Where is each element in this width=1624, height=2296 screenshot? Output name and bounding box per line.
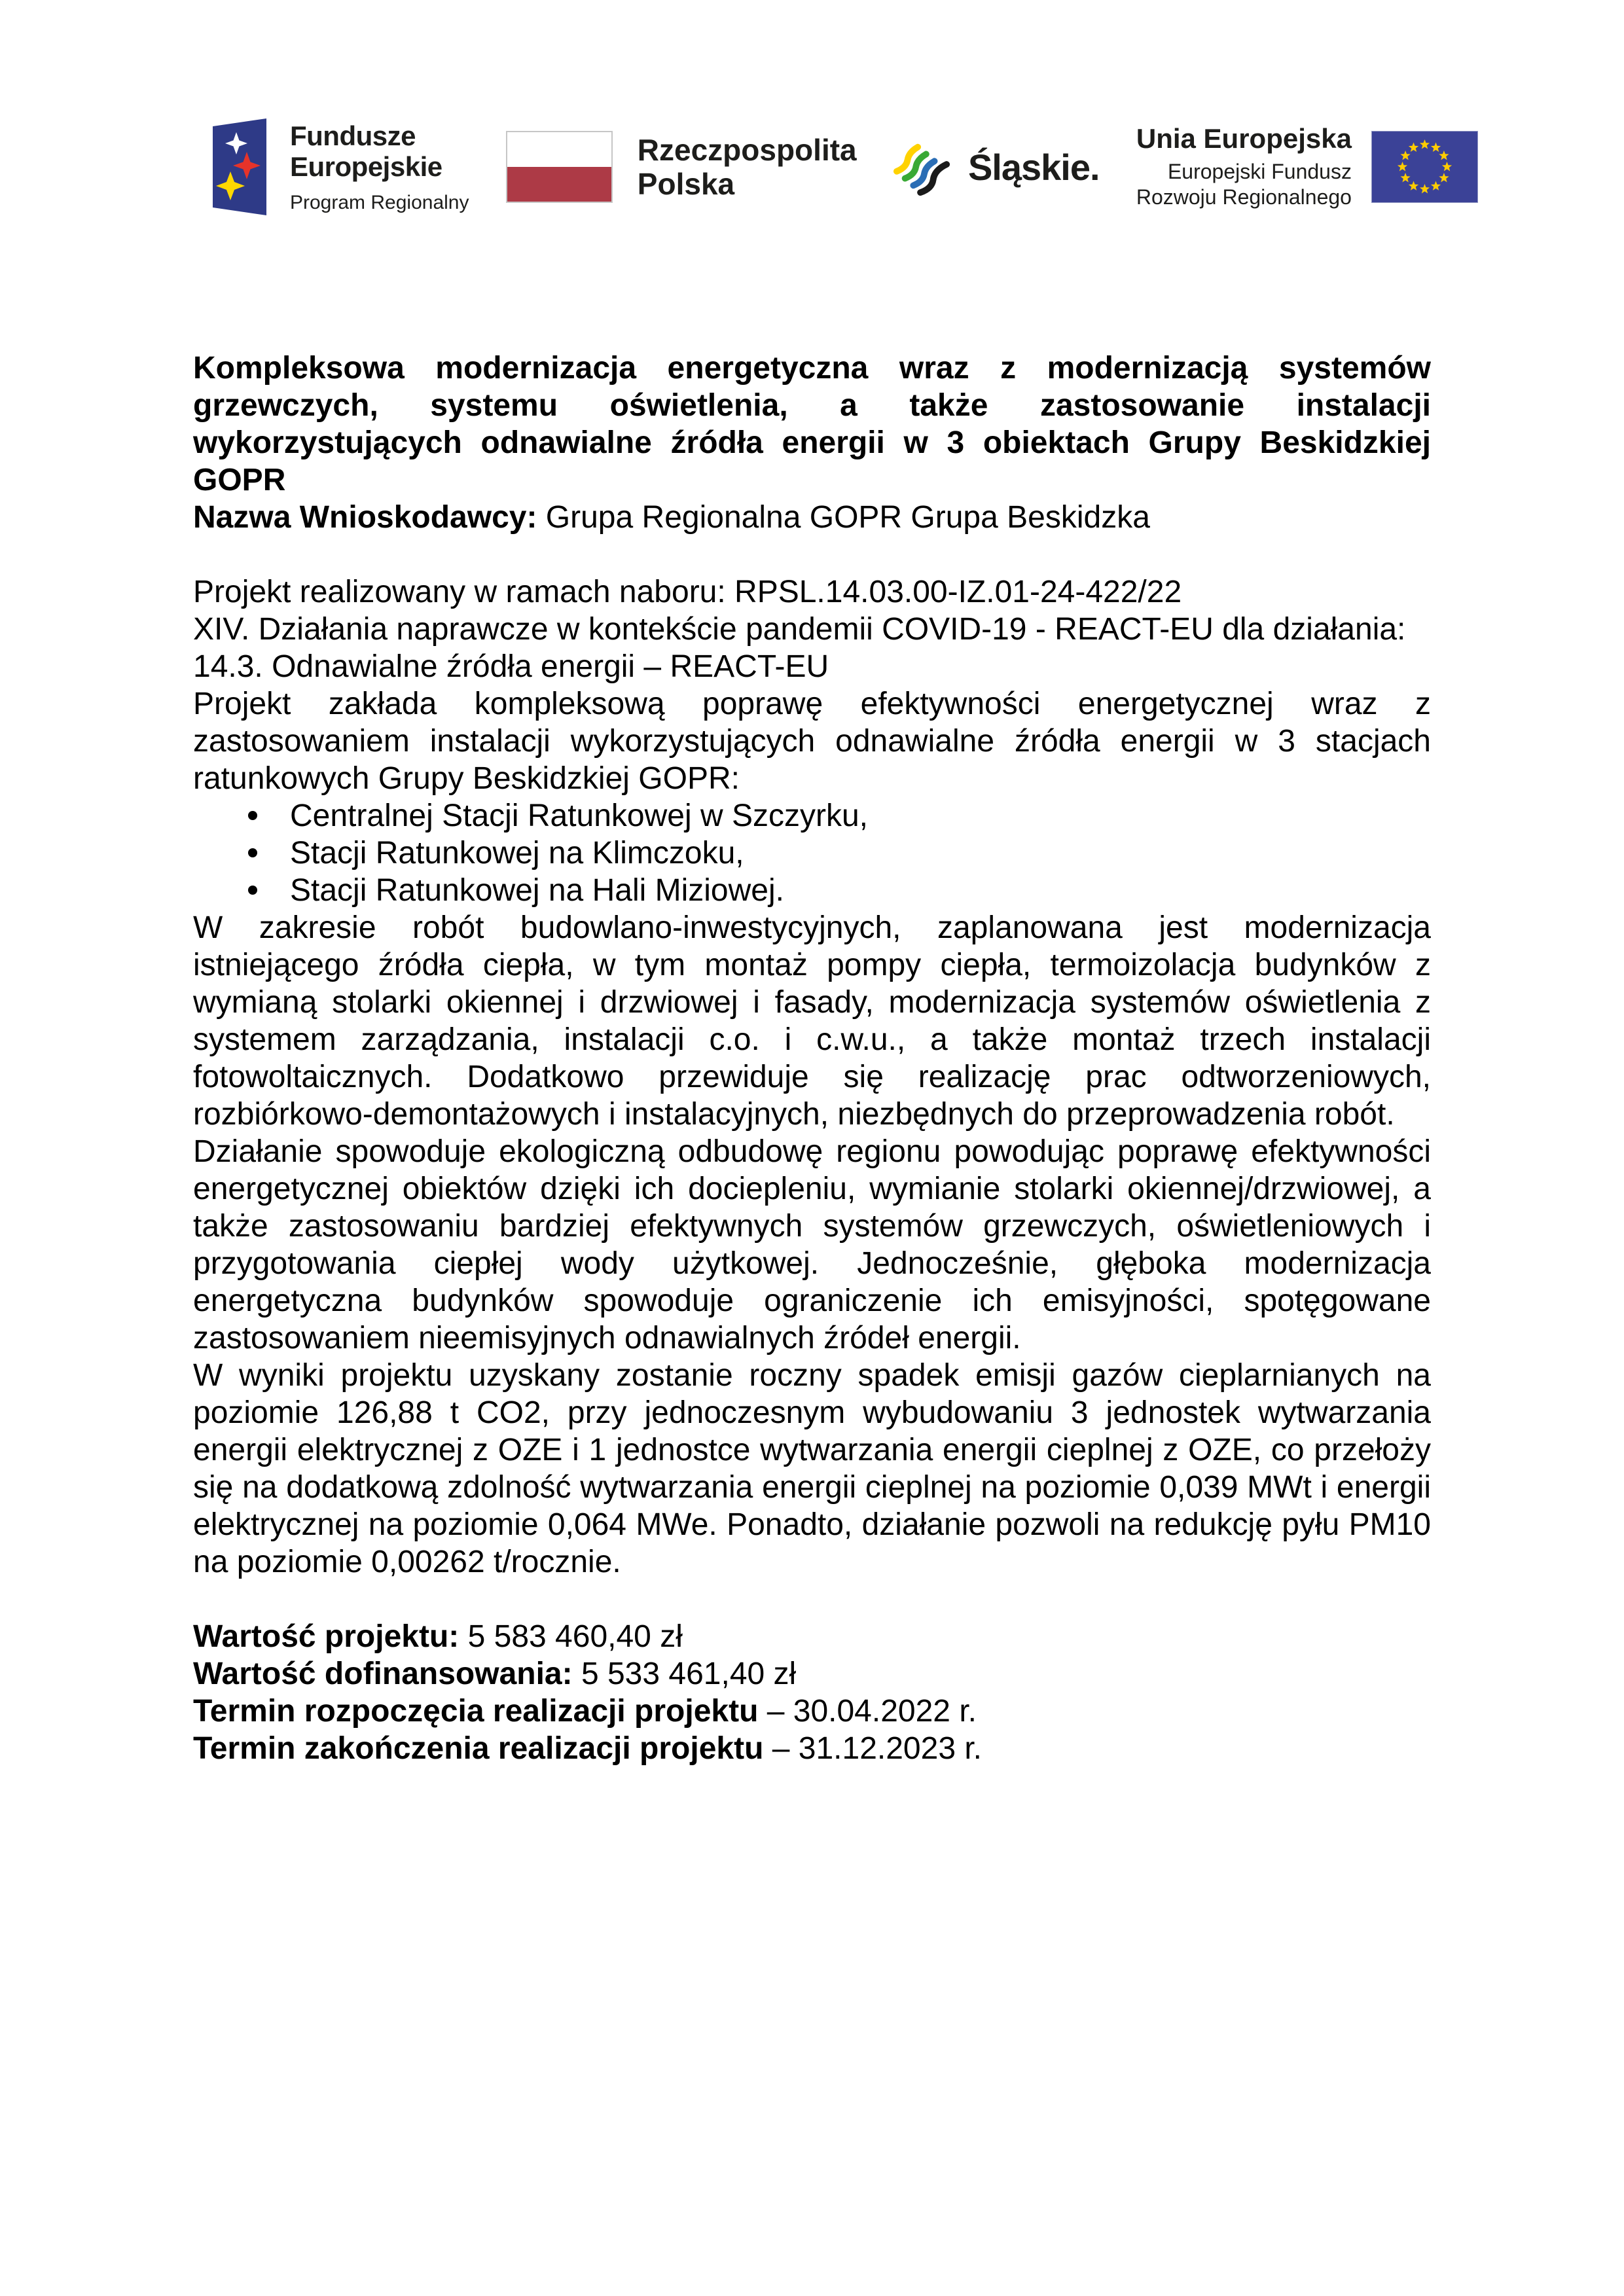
paragraph-project-results: W wyniki projektu uzyskany zostanie roczny spadek emisji gazów cieplarnianych na poziomie 126,88 t CO2, przy jednoczesnym wybudowaniu 3 jednostek wytwarzania energii elektrycznej z OZE i 1 jednostce wytwarzania energii cieplnej z OZE, co przełoży się na dodatkową zdolność wytwarzania energii cieplnej na poziomie 0,039 MWt i energii elektrycznej na poziomie 0,064 MWe. Ponadto, działanie pozwoli na redukcję pyłu PM10 na poziomie 0,00262 t/rocznie.: [193, 1358, 1431, 1579]
eu-fund-line2: Rozwoju Regionalnego: [1136, 185, 1352, 209]
logo-rzeczpospolita-polska: [506, 131, 857, 203]
poland-name-line2: Polska: [637, 167, 735, 201]
eu-name: Unia Europejska: [1136, 123, 1352, 154]
fundusze-flag-icon: [213, 118, 266, 215]
document-body: [193, 350, 1431, 1767]
slaskie-waves-icon: [893, 138, 951, 196]
funding-value-line: Wartość dofinansowania: 5 533 461,40 zł: [193, 1657, 797, 1691]
start-date-line: Termin rozpoczęcia realizacji projektu – 30.04.2022 r.: [193, 1694, 977, 1729]
project-value-line: Wartość projektu: 5 583 460,40 zł: [193, 1619, 683, 1654]
call-info-line: Projekt realizowany w ramach naboru: RPSL.14.03.00-IZ.01-24-422/22: [193, 575, 1182, 609]
funding-logos-header: [213, 118, 1478, 216]
project-title: [193, 350, 1431, 499]
fundusze-subtitle: Program Regionalny: [290, 192, 469, 213]
poland-flag-icon: [506, 131, 613, 203]
list-item: Centralnej Stacji Ratunkowej w Szczyrku,: [193, 797, 1431, 834]
applicant-value: Grupa Regionalna GOPR Grupa Beskidzka: [537, 500, 1150, 535]
summary-block: [193, 1618, 1431, 1767]
stations-list: [193, 797, 1431, 909]
project-title-line: Kompleksowa modernizacja energetyczna wraz z modernizacją systemów: [193, 351, 1431, 386]
list-item: Stacji Ratunkowej na Hali Miziowej.: [193, 872, 1431, 909]
poland-name-line1: Rzeczpospolita: [637, 133, 857, 167]
logo-unia-europejska: [1136, 124, 1478, 210]
project-title-line: GOPR: [193, 463, 286, 497]
eu-fund-line1: Europejski Fundusz: [1167, 160, 1352, 183]
logo-slaskie: [893, 138, 1100, 196]
eu-logo-text: [1136, 124, 1352, 210]
logo-fundusze-europejskie: [213, 118, 469, 215]
poland-logo-text: [638, 133, 857, 201]
bullet-icon: [248, 834, 290, 872]
fundusze-name-line2: Europejskie: [290, 151, 442, 182]
fundusze-name-line1: Fundusze: [290, 120, 416, 151]
project-title-line: grzewczych, systemu oświetlenia, a także zastosowanie instalacji: [193, 388, 1431, 423]
fundusze-logo-text: [290, 120, 469, 213]
paragraph-project-scope: Projekt zakłada kompleksową poprawę efektywności energetycznej wraz z zastosowaniem instalacji wykorzystujących odnawialne źródła energii w 3 stacjach ratunkowych Grupy Beskidzkiej GOPR:: [193, 687, 1431, 796]
applicant-line: [193, 499, 1431, 536]
call-info-block: [193, 573, 1431, 685]
applicant-label: Nazwa Wnioskodawcy:: [193, 500, 537, 535]
slaskie-wordmark: Śląskie.: [967, 146, 1100, 188]
bullet-icon: [248, 797, 290, 834]
bullet-icon: [248, 872, 290, 909]
project-title-line: wykorzystujących odnawialne źródła energii w 3 obiektach Grupy Beskidzkiej: [193, 425, 1431, 460]
eu-flag-icon: [1371, 131, 1478, 203]
list-item: Stacji Ratunkowej na Klimczoku,: [193, 834, 1431, 872]
paragraph-construction-works: W zakresie robót budowlano-inwestycyjnych, zaplanowana jest modernizacja istniejącego źródła ciepła, w tym montaż pompy ciepła, termoizolacja budynków z wymianą stolarki okiennej i drzwiowej i fasady, modernizacja systemów oświetlenia z systemem zarządzania, instalacji c.o. i c.w.u., a także montaż trzech instalacji fotowoltaicznych. Dodatkowo przewiduje się realizację prac odtworzeniowych, rozbiórkowo-demontażowych i instalacyjnych, niezbędnych do przeprowadzenia robót.: [193, 910, 1431, 1132]
call-info-line: XIV. Działania naprawcze w kontekście pandemii COVID-19 - REACT-EU dla działania:: [193, 612, 1406, 647]
paragraph-ecological-effect: Działanie spowoduje ekologiczną odbudowę regionu powodując poprawę efektywności energetycznej obiektów dzięki ich dociepleniu, wymianie stolarki okiennej/drzwiowej, a także zastosowaniu bardziej efektywnych systemów grzewczych, oświetleniowych i przygotowania ciepłej wody użytkowej. Jednocześnie, głęboka modernizacja energetyczna budynków spowoduje ograniczenie ich emisyjności, spotęgowane zastosowaniem nieemisyjnych odnawialnych źródeł energii.: [193, 1134, 1431, 1355]
call-info-line: 14.3. Odnawialne źródła energii – REACT-EU: [193, 649, 829, 684]
end-date-line: Termin zakończenia realizacji projektu – 31.12.2023 r.: [193, 1731, 983, 1766]
